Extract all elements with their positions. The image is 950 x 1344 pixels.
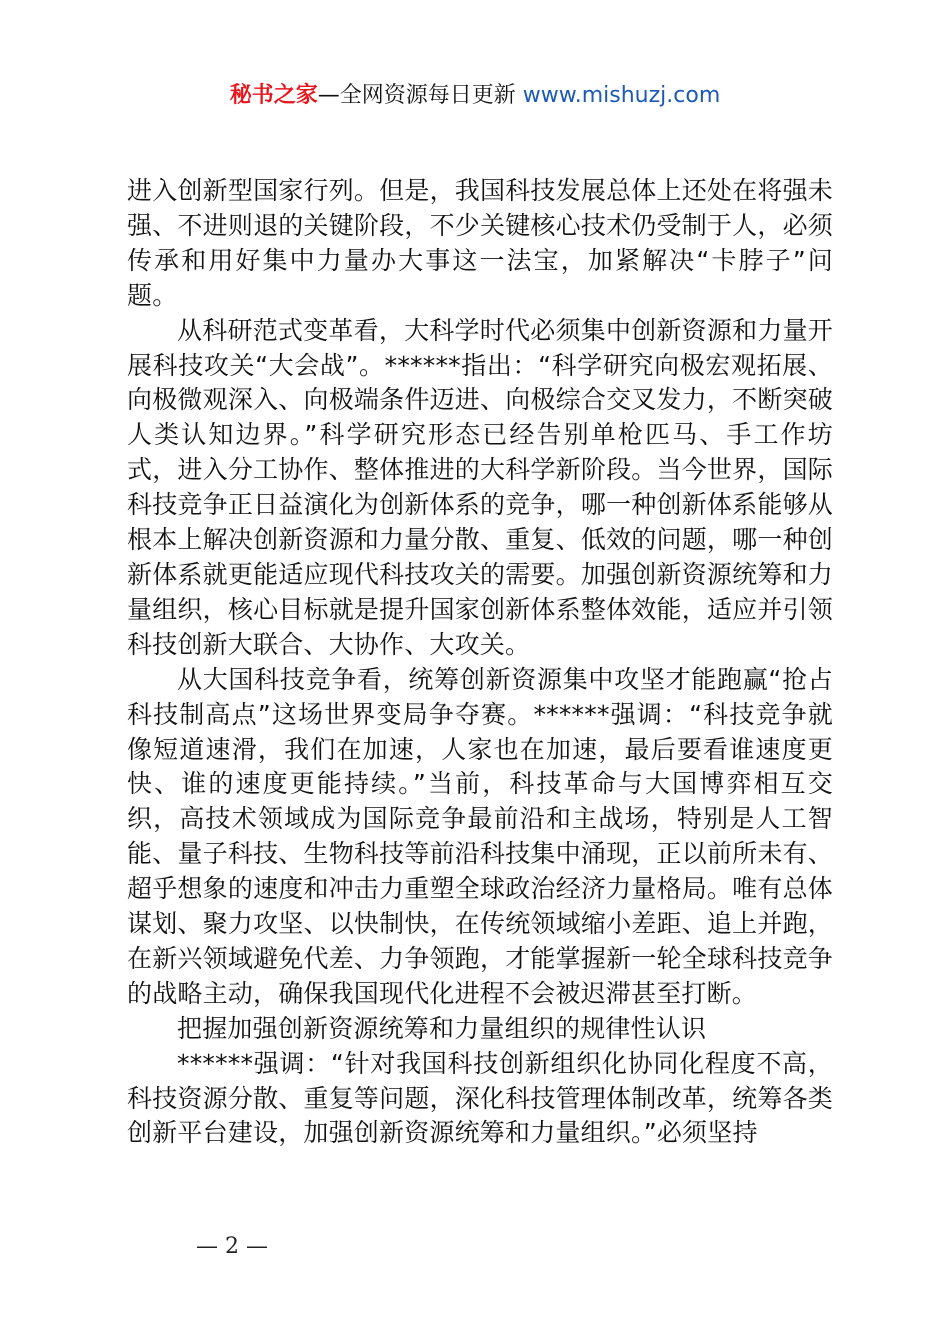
header-slogan: —全网资源每日更新	[317, 83, 523, 108]
document-body	[127, 174, 833, 1151]
site-url-link[interactable]: www.mishuzj.com	[522, 83, 721, 108]
paragraph-5: ******强调：“针对我国科技创新组织化协同化程度不高，科技资源分散、重复等问题，深化科技管理体制改革，统筹各类创新平台建设，加强创新资源统筹和力量组织。”必须坚持	[127, 1048, 833, 1148]
paragraph-2: 从科研范式变革看，大科学时代必须集中创新资源和力量开展科技攻关“大会战”。******指出：“科学研究向极宏观拓展、向极微观深入、向极端条件迈进、向极综合交叉发力，不断突破人类认知边界。”科学研究形态已经告别单枪匹马、手工作坊式，进入分工协作、整体推进的大科学新阶段。当今世界，国际科技竞争正日益演化为创新体系的竞争，哪一种创新体系能够从根本上解决创新资源和力量分散、重复、低效的问题，哪一种创新体系就更能适应现代科技攻关的需要。加强创新资源统筹和力量组织，核心目标就是提升国家创新体系整体效能，适应并引领科技创新大联合、大协作、大攻关。	[127, 315, 833, 659]
brand-name: 秘书之家	[229, 83, 318, 108]
site-header	[0, 76, 950, 116]
paragraph-3: 从大国科技竞争看，统筹创新资源集中攻坚才能跑赢“抢占科技制高点”这场世界变局争夺赛。******强调：“科技竞争就像短道速滑，我们在加速，人家也在加速，最后要看谁速度更快、谁的速度更能持续。”当前，科技革命与大国博弈相互交织，高技术领域成为国际竞争最前沿和主战场，特别是人工智能、量子科技、生物科技等前沿科技集中涌现，正以前所未有、超乎想象的速度和冲击力重塑全球政治经济力量格局。唯有总体谋划、聚力攻坚、以快制快，在传统领域缩小差距、追上并跑，在新兴领域避免代差、力争领跑，才能掌握新一轮全球科技竞争的战略主动，确保我国现代化进程不会被迟滞甚至打断。	[127, 664, 833, 1008]
paragraph-1: 进入创新型国家行列。但是，我国科技发展总体上还处在将强未强、不进则退的关键阶段，不少关键核心技术仍受制于人，必须传承和用好集中力量办大事这一法宝，加紧解决“卡脖子”问题。	[127, 176, 833, 310]
page-number: — 2 —	[196, 1234, 268, 1259]
section-heading: 把握加强创新资源统筹和力量组织的规律性认识	[177, 1013, 707, 1043]
